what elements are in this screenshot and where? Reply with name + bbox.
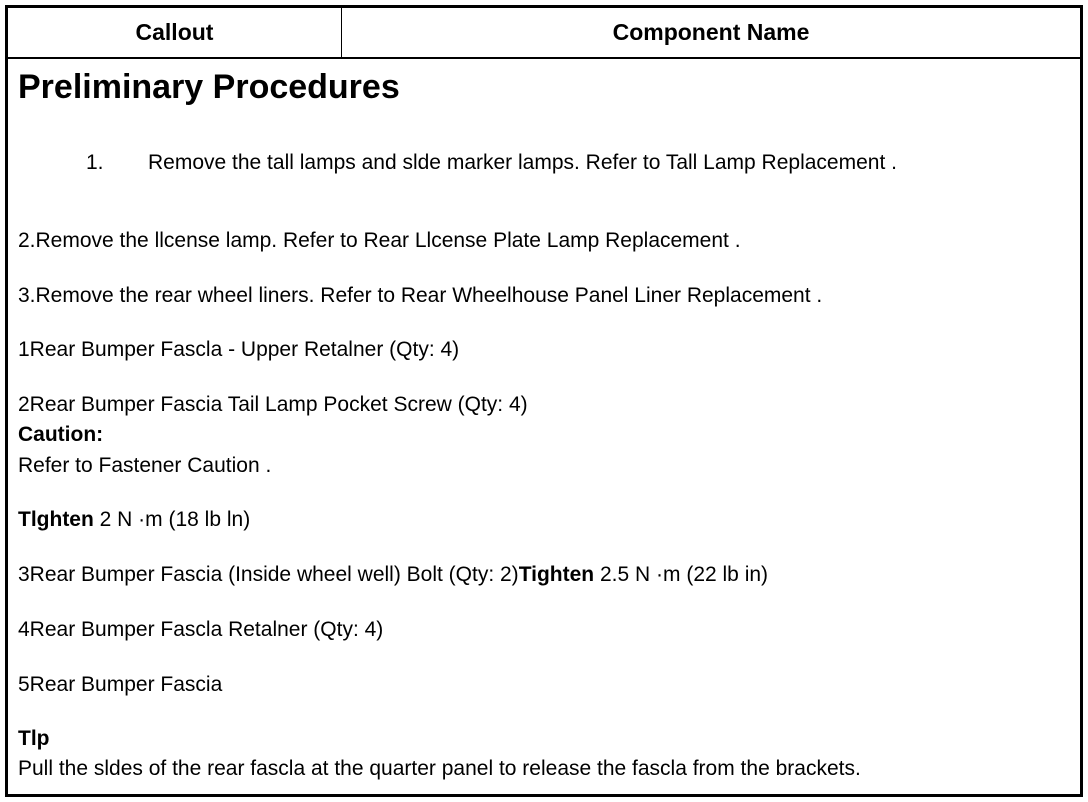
tighten-spec-1: [18, 507, 250, 532]
caution-text: Refer to Fastener Caution .: [18, 454, 272, 477]
step-1-text: Remove the tall lamps and slde marker lamps. Refer to Tall Lamp Replacement .: [148, 151, 897, 174]
step-2-text: 2.Remove the llcense lamp. Refer to Rear Llcense Plate Lamp Replacement .: [18, 229, 741, 252]
caution-label: Caution:: [18, 423, 104, 446]
step-3-text: 3.Remove the rear wheel liners. Refer to Rear Wheelhouse Panel Liner Replacement .: [18, 284, 823, 307]
tip-text: Pull the sldes of the rear fascla at the quarter panel to release the fascla from the brackets.: [18, 757, 861, 780]
table-header-row: [8, 8, 1080, 59]
component-item-1: 1Rear Bumper Fascla - Upper Retalner (Qty: 4): [18, 338, 460, 361]
section-title: Preliminary Procedures: [18, 68, 400, 106]
component-item-3-text: 3Rear Bumper Fascia (Inside wheel well) Bolt (Qty: 2): [18, 563, 519, 586]
component-item-5: 5Rear Bumper Fascia: [18, 673, 223, 696]
tighten-label-2: Tighten: [518, 563, 595, 586]
tighten-label-1: Tlghten: [18, 508, 94, 531]
tighten-value-2: 2.5 N ·m (22 lb in): [594, 563, 769, 586]
step-1: [86, 151, 897, 175]
header-callout: Callout: [8, 8, 342, 57]
component-item-2: 2Rear Bumper Fascia Tail Lamp Pocket Screw (Qty: 4): [18, 393, 528, 416]
tighten-value-1: 2 N ·m (18 lb ln): [93, 508, 251, 531]
step-1-number: 1.: [86, 151, 104, 174]
component-item-4: 4Rear Bumper Fascla Retalner (Qty: 4): [18, 618, 384, 641]
document-frame: [5, 5, 1083, 797]
header-component-name: Component Name: [612, 19, 810, 45]
tip-label: Tlp: [18, 727, 50, 750]
component-item-3: [18, 562, 768, 587]
